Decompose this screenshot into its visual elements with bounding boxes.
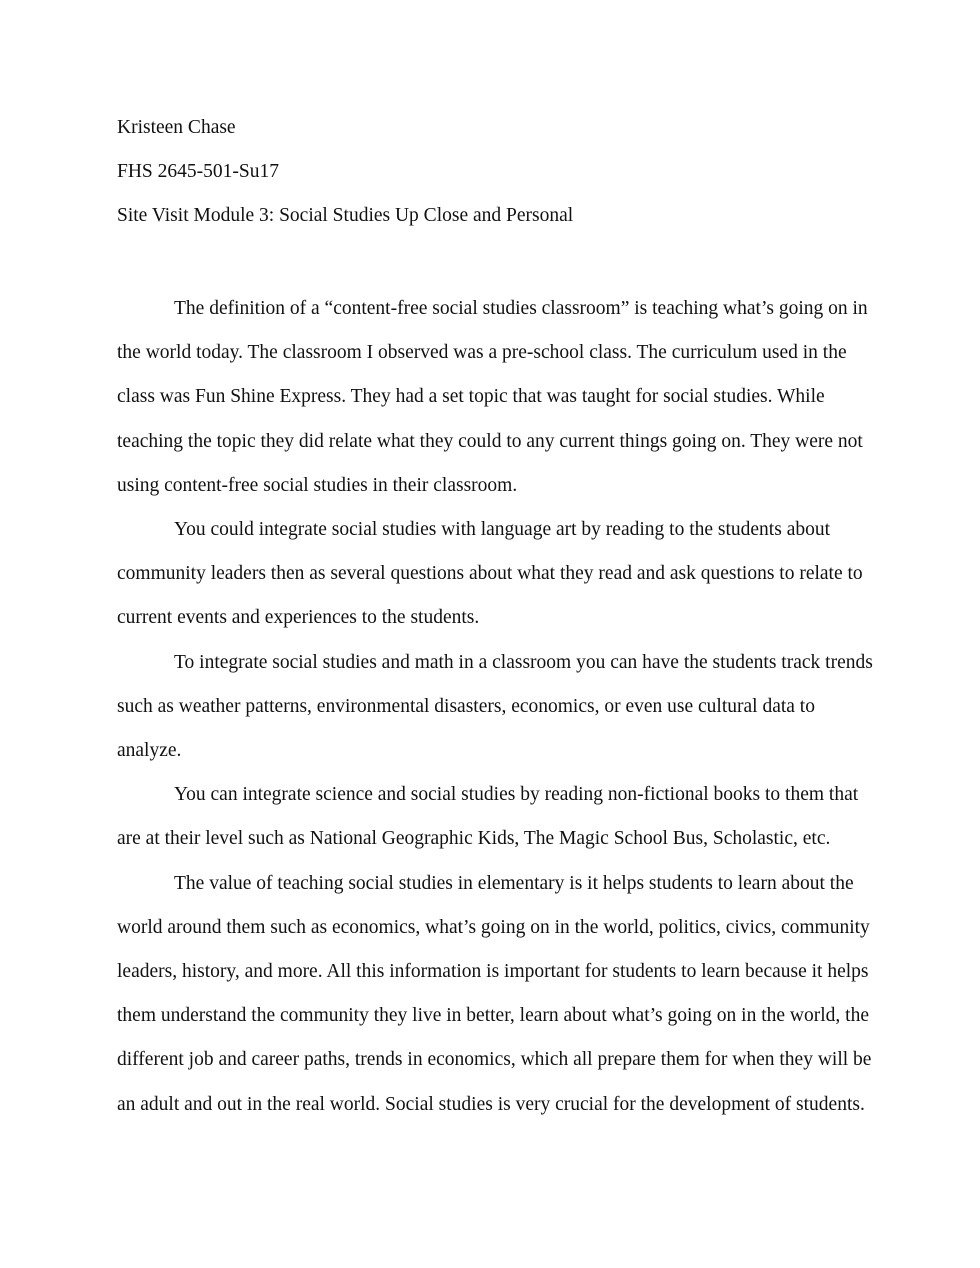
paragraph-math: To integrate social studies and math in a classroom you can have the students track trends such as weather patterns, environmental disasters, economics, or even use cultural data to analyze. bbox=[117, 651, 873, 762]
paragraph-science: You can integrate science and social studies by reading non-fictional books to them that are at their level such as National Geographic Kids, The Magic School Bus, Scholastic, etc. bbox=[117, 784, 859, 850]
paragraph-value-of-social-studies: The value of teaching social studies in elementary is it helps students to learn about the world around them such as economics, what’s going on in the world, politics, civics, community leaders, history, and more. All this information is important for students to learn because it helps them understand the community they live in better, learn about what’s going on in the world, the different job and career paths, trends in economics, which all prepare them for when they will be an adult and out in the real world. Social studies is very crucial for the development of students. bbox=[117, 872, 872, 1115]
paragraph-language-arts: You could integrate social studies with language art by reading to the students about community leaders then as several questions about what they read and ask questions to relate to current events and experiences to the students. bbox=[117, 519, 863, 629]
document-header bbox=[117, 113, 877, 245]
author-name: Kristeen Chase bbox=[117, 117, 236, 138]
assignment-title: Site Visit Module 3: Social Studies Up Close and Personal bbox=[117, 205, 574, 226]
document-body bbox=[117, 287, 877, 1127]
paragraph-content-free-definition: The definition of a “content-free social studies classroom” is teaching what’s going on in the world today. The classroom I observed was a pre-school class. The curriculum used in the class was Fun Shine Express. They had a set topic that was taught for social studies. While teaching the topic they did relate what they could to any current things going on. They were not using content-free social studies in their classroom. bbox=[117, 298, 868, 496]
course-code: FHS 2645-501-Su17 bbox=[117, 161, 279, 182]
